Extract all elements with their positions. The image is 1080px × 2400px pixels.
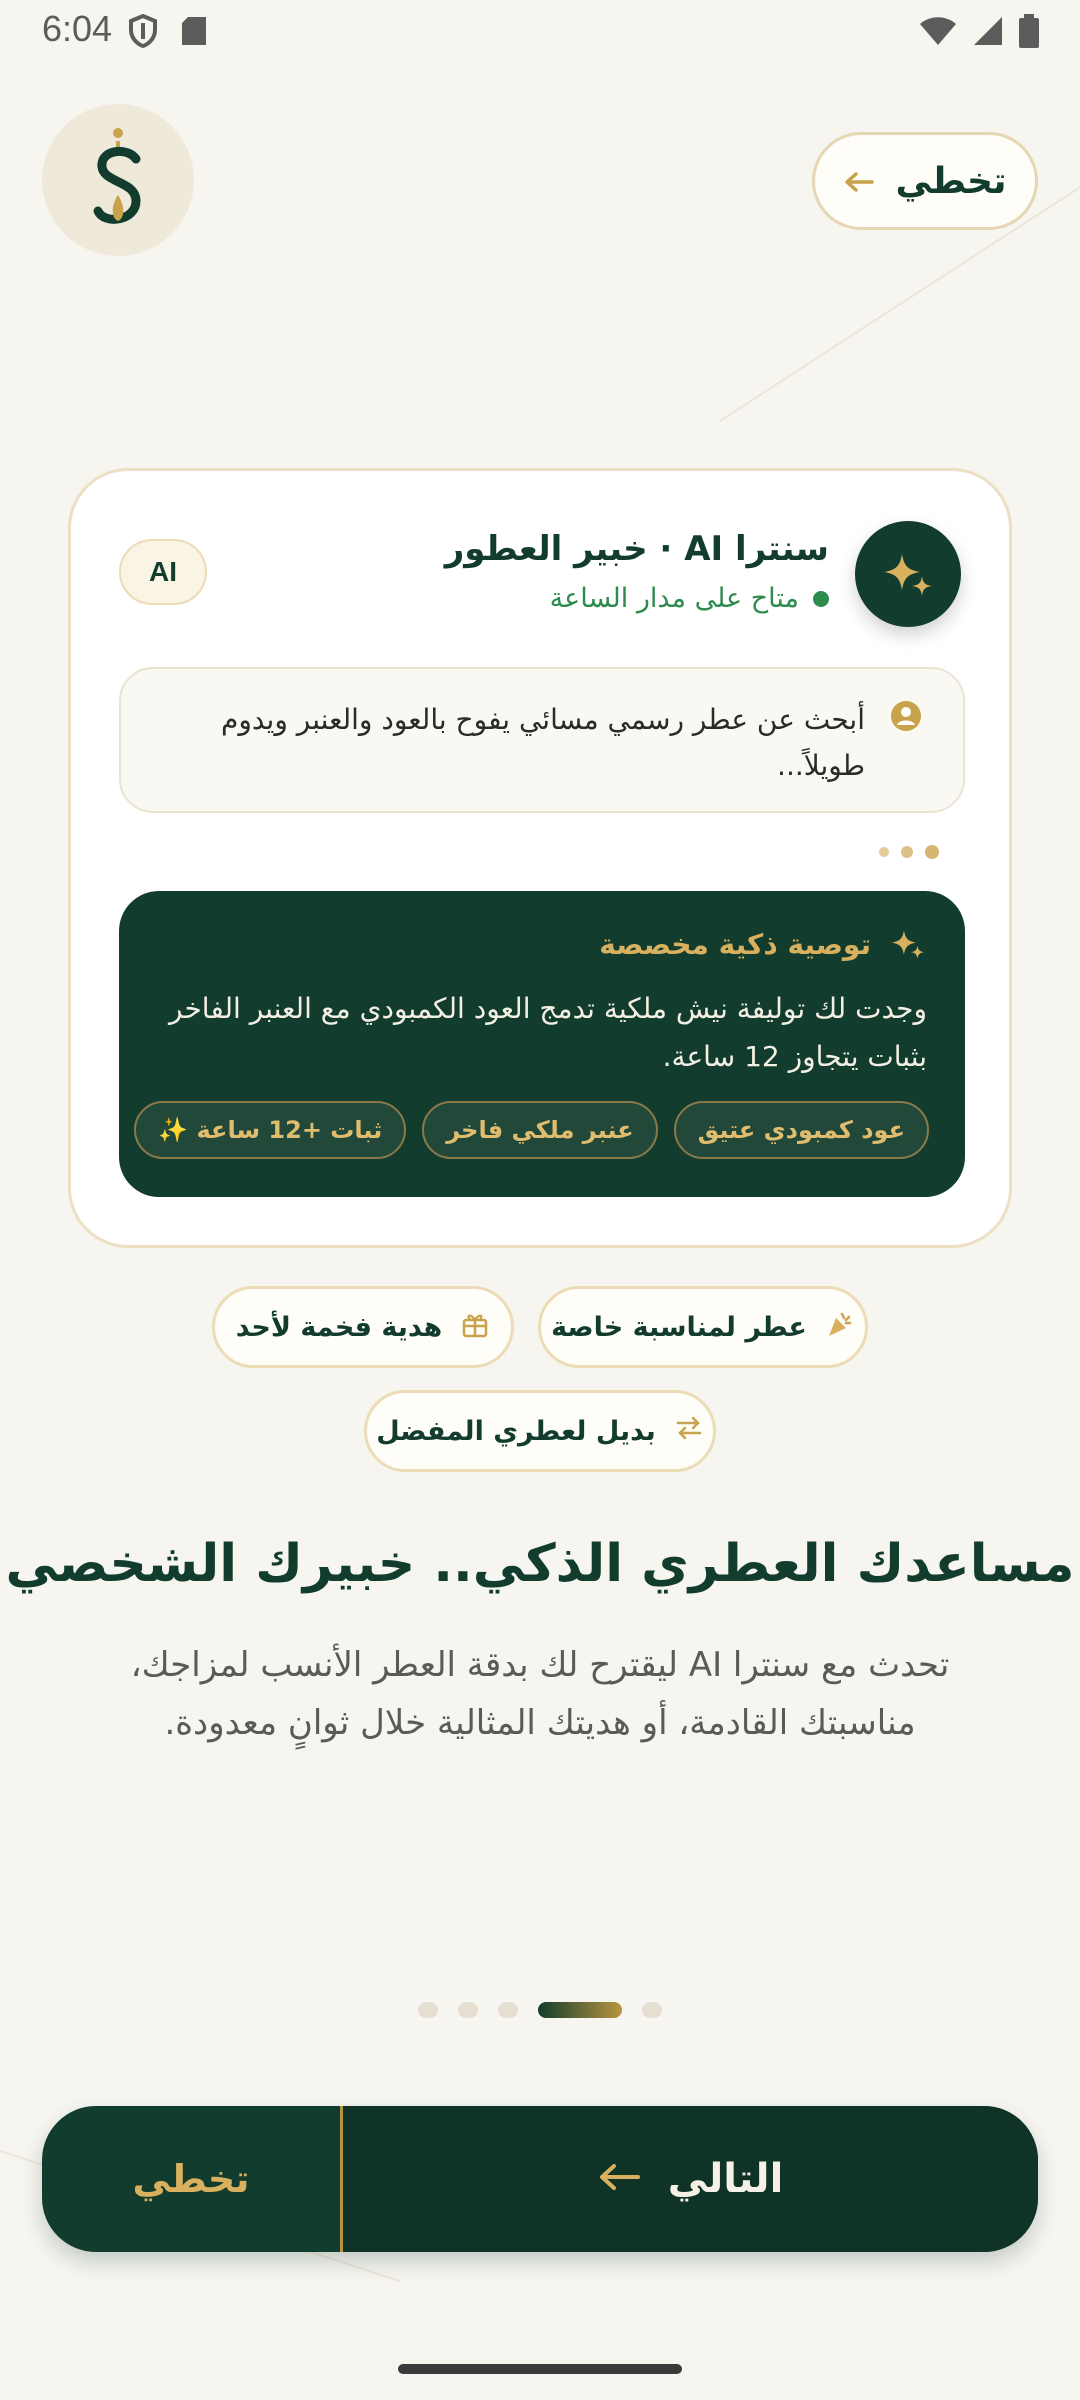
page-dot-active xyxy=(538,2002,622,2018)
status-left-icons xyxy=(128,14,208,52)
arrow-left-icon xyxy=(598,2156,642,2202)
home-indicator[interactable] xyxy=(398,2364,682,2374)
next-button[interactable] xyxy=(343,2106,1038,2252)
page-dot xyxy=(498,2002,518,2018)
skip-label: تخطي xyxy=(895,160,1007,202)
suggestion-chip-luxury-gift[interactable] xyxy=(212,1286,514,1368)
onboarding-subtitle: تحدث مع سنترا AI ليقترح لك بدقة العطر الأنسب لمزاجك، مناسبتك القادمة، أو هديتك المثالية خلال ثوانٍ معدودة. xyxy=(130,1645,950,1743)
skip-button-bottom[interactable] xyxy=(42,2106,340,2252)
shield-icon xyxy=(128,14,158,52)
status-time: 6:04 xyxy=(42,8,113,49)
sparkles-icon xyxy=(889,925,927,963)
recommendation-tag: عنبر ملكي فاخر xyxy=(422,1101,657,1159)
availability-status xyxy=(550,583,829,614)
cellular-signal-icon xyxy=(972,15,1004,51)
status-right-icons xyxy=(918,14,1040,52)
onboarding-title: مساعدك العطري الذكي.. خبيرك الشخصي xyxy=(5,1534,1075,1594)
recommendation-text: وجدت لك توليفة نيش ملكية تدمج العود الكمبودي مع العنبر الفاخر بثبات يتجاوز 12 ساعة. xyxy=(169,992,927,1073)
user-icon xyxy=(889,699,923,741)
battery-icon xyxy=(1018,14,1040,52)
recommendation-panel xyxy=(119,891,965,1197)
suggestion-label: بديل لعطري المفضل xyxy=(376,1415,656,1447)
recommendation-tag: ثبات +12 ساعة ✨ xyxy=(134,1101,406,1159)
skip-button-top[interactable] xyxy=(812,132,1038,230)
typing-dot xyxy=(925,845,939,859)
typing-indicator xyxy=(879,845,939,859)
arrow-left-icon xyxy=(844,161,874,201)
sd-card-icon xyxy=(180,15,208,51)
sparkles-icon xyxy=(880,546,936,602)
bottom-action-bar xyxy=(42,2106,1038,2252)
recommendation-header xyxy=(599,925,927,963)
recommendation-title: توصية ذكية مخصصة xyxy=(599,927,871,961)
page-dot xyxy=(418,2002,438,2018)
assistant-name: سنترا AI · خبير العطور xyxy=(444,529,829,569)
suggestion-label: هدية فخمة لأحد xyxy=(235,1311,443,1343)
status-bar xyxy=(0,0,1080,62)
suggestion-chip-special-occasion[interactable] xyxy=(538,1286,868,1368)
availability-label: متاح على مدار الساعة xyxy=(549,583,799,614)
page-dot xyxy=(642,2002,662,2018)
user-message-text: أبحث عن عطر رسمي مسائي يفوح بالعود والعنبر ويدوم طويلاً... xyxy=(221,703,865,782)
page-indicator xyxy=(0,2002,1080,2018)
gift-icon xyxy=(460,1309,490,1346)
ai-badge: AI xyxy=(119,539,207,605)
party-popper-icon xyxy=(825,1309,855,1346)
recommendation-tags xyxy=(134,1101,929,1159)
brand-logo xyxy=(42,104,194,256)
page-dot xyxy=(458,2002,478,2018)
typing-dot xyxy=(901,846,913,858)
brand-logo-icon xyxy=(78,125,158,235)
user-message-bubble xyxy=(119,667,965,813)
wifi-icon xyxy=(918,15,958,51)
swap-icon xyxy=(674,1416,704,1447)
skip-label: تخطي xyxy=(132,2157,250,2201)
suggestion-chip-alternative-perfume[interactable] xyxy=(364,1390,716,1472)
online-dot-icon xyxy=(813,591,829,607)
ai-avatar xyxy=(855,521,961,627)
next-label: التالي xyxy=(667,2156,784,2202)
suggestion-label: عطر لمناسبة خاصة xyxy=(551,1311,807,1343)
typing-dot xyxy=(879,847,889,857)
recommendation-tag: عود كمبودي عتيق xyxy=(674,1101,929,1159)
ai-chat-preview-card xyxy=(68,468,1012,1248)
